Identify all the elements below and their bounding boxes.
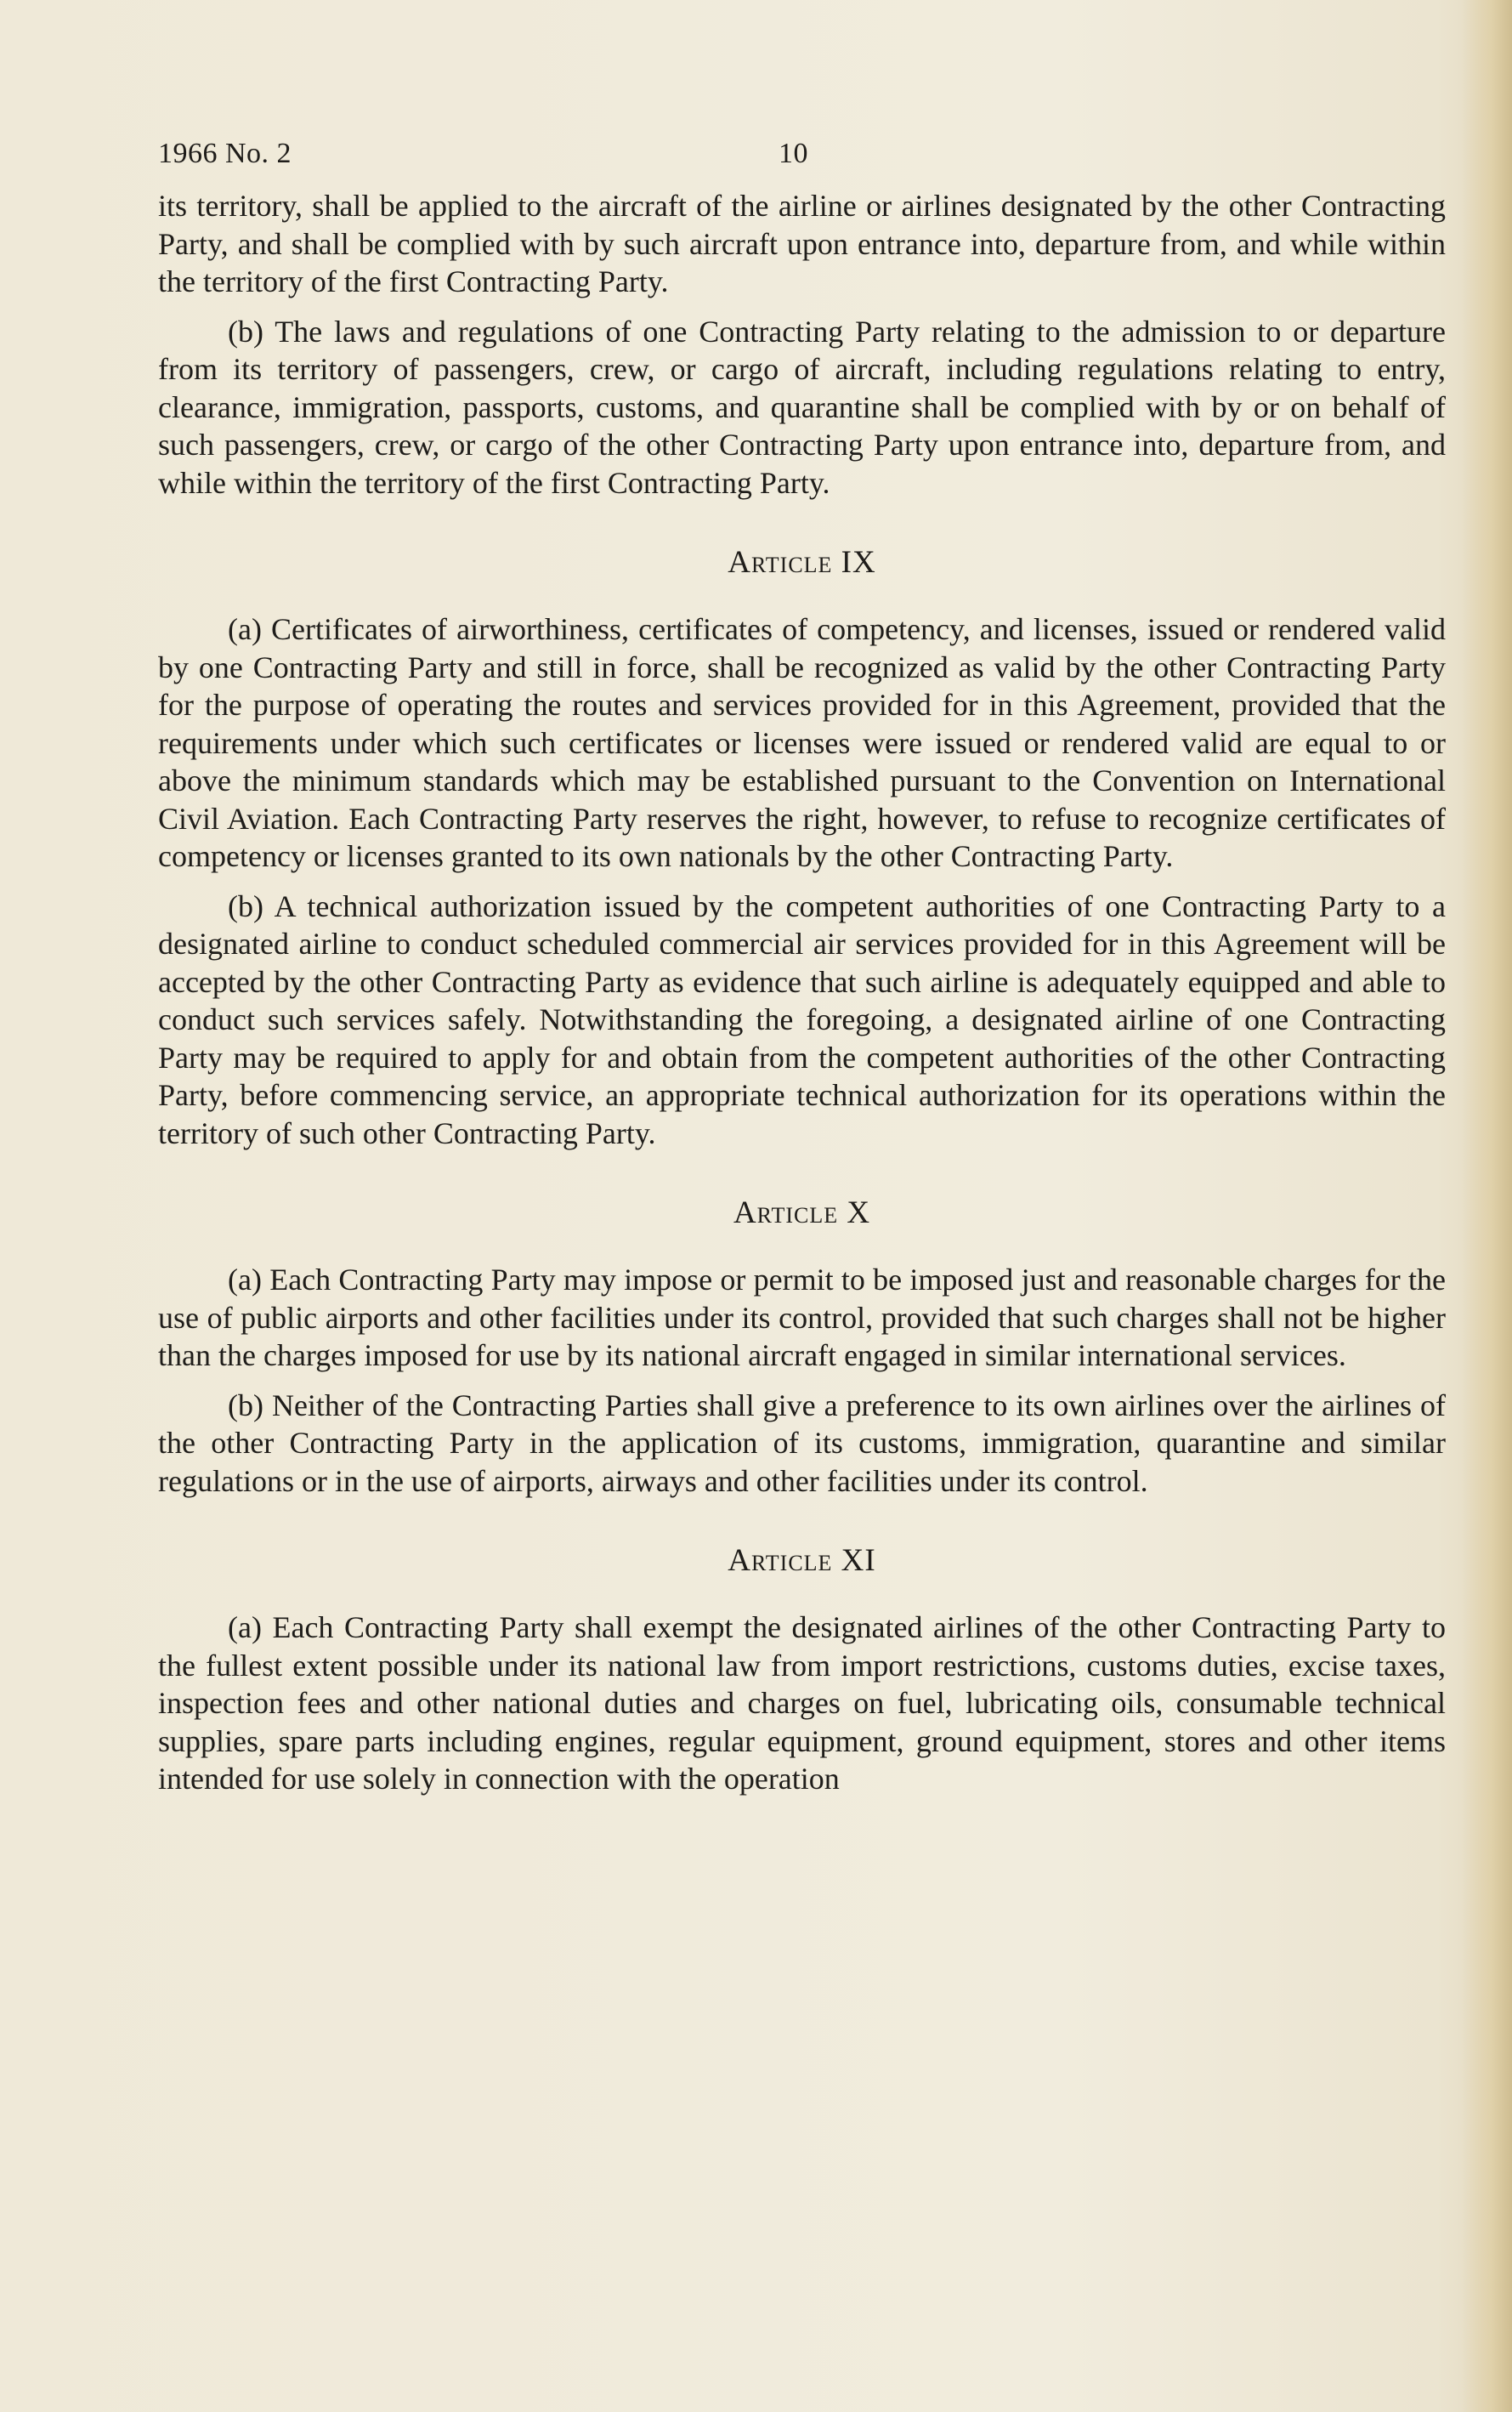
article-ix-heading: Article IX	[728, 545, 876, 580]
article-xi-heading: Article XI	[728, 1543, 876, 1578]
page-edge-shadow	[1461, 0, 1512, 2412]
article-ix-paragraph-b: (b) A technical authorization issued by the competent authorities of one Contracting Party to a designated airline to conduct scheduled commercial air services provided for in this Agreement will be accepted by the other Contracting Party as evidence that such airline is adequately equipped and able to conduct such services safely. Notwithstanding the foregoing, a designated airline of one Contracting Party may be required to apply for and obtain from the competent authorities of the other Contracting Party, before commencing service, an appropriate technical authorization for its operations within the territory of such other Contracting Party.	[158, 888, 1446, 1150]
article-xi-paragraph-a: (a) Each Contracting Party shall exempt the designated airlines of the other Contracting Party to the fullest extent possible under its national law from import restrictions, customs duties, excise taxes, inspection fees and other national duties and charges on fuel, lubricating oils, consumable technical supplies, spare parts including engines, regular equipment, ground equipment, stores and other items intended for use solely in connection with the operation	[158, 1610, 1446, 1796]
running-header	[158, 128, 1446, 187]
article-ix-paragraph-a: (a) Certificates of airworthiness, certificates of competency, and licenses, issued or rendered valid by one Contracting Party and still in force, shall be recognized as valid by the other Contracting Party for the purpose of operating the routes and services provided for in this Agreement, provided that the requirements under which such certificates or licenses were issued or rendered valid are equal to or above the minimum standards which may be established pursuant to the Convention on International Civil Aviation. Each Contracting Party reserves the right, however, to refuse to recognize certificates of competency or licenses granted to its own nationals by the other Contracting Party.	[158, 612, 1446, 873]
article-x-paragraph-a: (a) Each Contracting Party may impose or permit to be imposed just and reasonable charges for the use of public airports and other facilities under its control, provided that such charges shall not be higher than the charges imposed for use by its national aircraft engaged in similar international services.	[158, 1263, 1446, 1372]
page-content	[158, 128, 1446, 1798]
paragraph-b-laws: (b) The laws and regulations of one Contracting Party relating to the admission to or departure from its territory of passengers, crew, or cargo of aircraft, including regulations relating to entry, clearance, immigration, passports, customs, and quarantine shall be complied with by or on behalf of such passengers, crew, or cargo of the other Contracting Party upon entrance into, departure from, and while within the territory of the first Contracting Party.	[158, 314, 1446, 500]
header-page-number: 10	[779, 138, 808, 169]
article-x-paragraph-b: (b) Neither of the Contracting Parties shall give a preference to its own airlines over the airlines of the other Contracting Party in the application of its customs, immigration, quarantine and similar regulations or in the use of airports, airways and other facilities under its control.	[158, 1388, 1446, 1498]
paragraph-continuation: its territory, shall be applied to the aircraft of the airline or airlines designated by the other Contracting Party, and shall be complied with by such aircraft upon entrance into, departure from, and while within the territory of the first Contracting Party.	[158, 189, 1446, 298]
header-year-number: 1966 No. 2	[158, 138, 292, 169]
article-x-heading: Article X	[733, 1195, 871, 1230]
